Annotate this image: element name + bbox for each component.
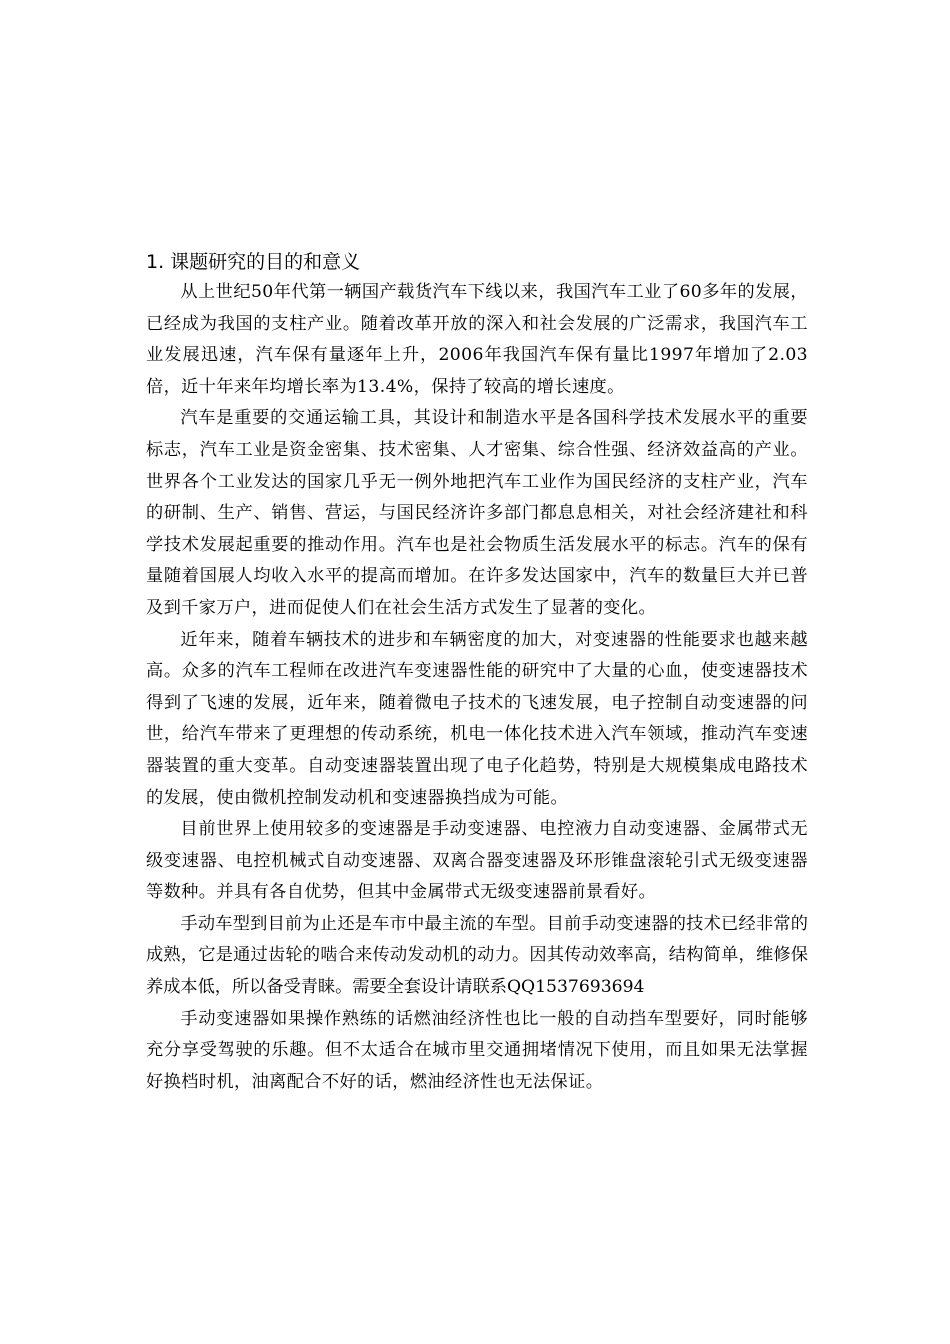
section-heading: 1. 课题研究的目的和意义 [146,251,361,273]
paragraph-transmission-types: 目前世界上使用较多的变速器是手动变速器、电控液力自动变速器、金属带式无级变速器、电控机械式自动变速器、双离合器变速器及环形锥盘滚轮引式无级变速器等数种。并具有各自优势，但其中金属带式无级变速器前景看好。 [146,819,808,903]
paragraph-manual-transmission: 手动车型到目前为止还是车市中最主流的车型。目前手动变速器的技术已经非常的成熟，它是通过齿轮的啮合来传动发动机的动力。因其传动效率高，结构简单，维修保养成本低，所以备受青睐。需要全套设计请联系QQ1537693694 [146,913,808,998]
paragraph-automotive-importance: 汽车是重要的交通运输工具，其设计和制造水平是各国科学技术发展水平的重要标志，汽车工业是资金密集、技术密集、人才密集、综合性强、经济效益高的产业。世界各个工业发达的国家几乎无一例外地把汽车工业作为国民经济的支柱产业，汽车的研制、生产、销售、营运，与国民经济许多部门都息息相关，对社会经济建社和科学技术发展起重要的推动作用。汽车也是社会物质生活发展水平的标志。汽车的保有量随着国展人均收入水平的提高而增加。在许多发达国家中，汽车的数量巨大并已普及到千家万户，进而促使人们在社会生活方式发生了显著的变化。 [146,408,808,618]
paragraph-intro: 从上世纪50年代第一辆国产载货汽车下线以来，我国汽车工业了60多年的发展，已经成为我国的支柱产业。随着改革开放的深入和社会发展的广泛需求，我国汽车工业发展迅速，汽车保有量逐年上升，2006年我国汽车保有量比1997年增加了2.03倍，近十年来年均增长率为13.4%，保持了较高的增长速度。 [146,282,808,397]
paragraph-manual-economy: 手动变速器如果操作熟练的话燃油经济性也比一般的自动挡车型要好，同时能够充分享受驾驶的乐趣。但不太适合在城市里交通拥堵情况下使用，而且如果无法掌握好换档时机，油离配合不好的话，燃油经济性也无法保证。 [146,1008,808,1092]
paragraph-transmission-development: 近年来，随着车辆技术的进步和车辆密度的加大，对变速器的性能要求也越来越高。众多的汽车工程师在改进汽车变速器性能的研究中了大量的心血，使变速器技术得到了飞速的发展，近年来，随着微电子技术的飞速发展，电子控制自动变速器的问世，给汽车带来了更理想的传动系统，机电一体化技术进入汽车领域，推动汽车变速器装置的重大变革。自动变速器装置出现了电子化趋势，特别是大规模集成电路技术的发展，使由微机控制发动机和变速器换挡成为可能。 [146,629,808,808]
document-body [146,247,808,1098]
